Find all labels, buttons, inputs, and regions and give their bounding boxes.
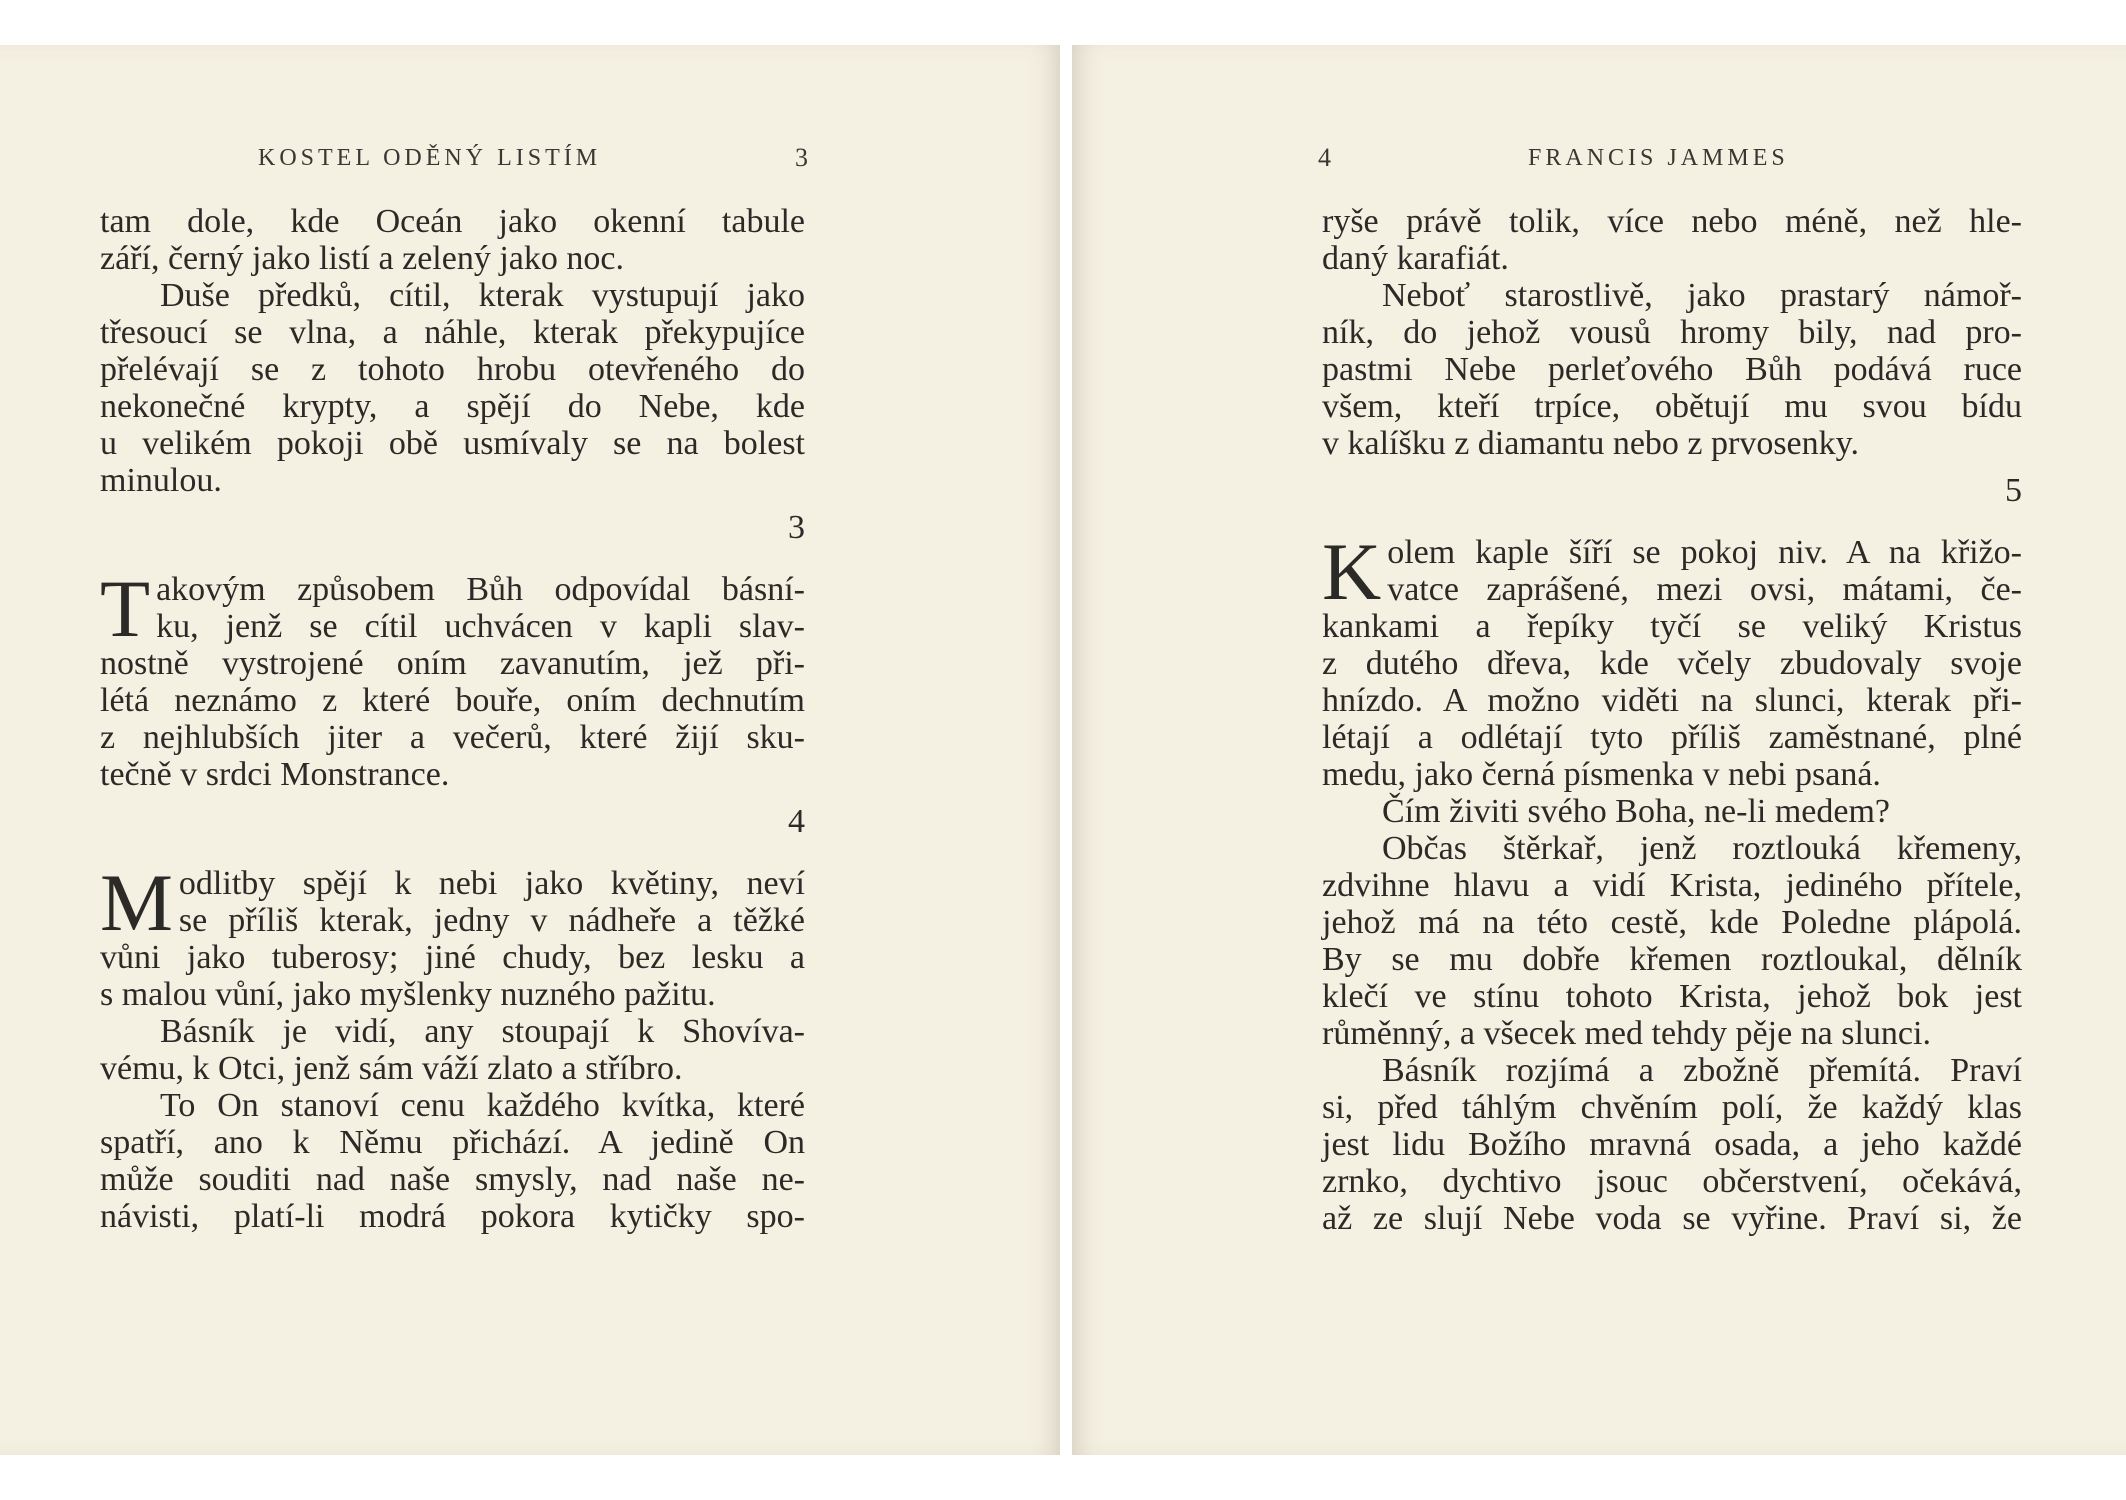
text-line: ryše právě tolik, více nebo méně, než hle- [1322, 203, 2022, 240]
text-line: daný karafiát. [1322, 240, 1509, 277]
text-line: přelévají se z tohoto hrobu otevřeného do [100, 351, 805, 388]
drop-cap: T [100, 563, 151, 654]
left-page-body [100, 203, 805, 1235]
text-line: nostně vystrojené oním zavanutím, jež při- [100, 645, 805, 682]
text-line: tam dole, kde Oceán jako okenní tabule [100, 203, 805, 240]
text-line: spatří, ano k Němu přichází. A jedině On [100, 1124, 805, 1161]
drop-cap: K [1322, 526, 1382, 617]
text-line: odlitby spějí k nebi jako květiny, neví [178, 865, 805, 902]
text-line: By se mu dobře křemen roztloukal, dělník [1322, 941, 2022, 978]
text-line: růměnný, a všecek med tehdy pěje na slunci. [1322, 1015, 1931, 1052]
left-running-head [258, 145, 808, 172]
text-line: To On stanoví cenu každého kvítka, které [160, 1087, 805, 1124]
text-line: až ze slují Nebe voda se vyřine. Praví si, že [1322, 1200, 2022, 1237]
text-line: zrnko, dychtivo jsouc občerstvení, očekává, [1322, 1163, 2022, 1200]
text-line: olem kaple šíří se pokoj niv. A na křižo- [1387, 534, 2022, 571]
text-line: vému, k Otci, jenž sám váží zlato a stříbro. [100, 1050, 683, 1087]
text-line: zdvihne hlavu a vidí Krista, jediného přítele, [1322, 867, 2022, 904]
text-line: třesoucí se vlna, a náhle, kterak překypujíce [100, 314, 805, 351]
left-running-head-title: KOSTEL ODĚNÝ LISTÍM [258, 145, 602, 171]
text-line: ník, do jehož vousů hromy bily, nad pro- [1322, 314, 2022, 351]
text-line: nekonečné krypty, a spějí do Nebe, kde [100, 388, 805, 425]
text-line: medu, jako černá písmenka v nebi psaná. [1322, 756, 1881, 793]
right-page-body [1322, 203, 2022, 1237]
text-line: Básník je vidí, any stoupají k Shovíva- [160, 1013, 805, 1050]
text-line: u velikém pokoji obě usmívaly se na bolest [100, 425, 805, 462]
text-line: návisti, platí-li modrá pokora kytičky spo- [100, 1198, 805, 1235]
text-line: vůni jako tuberosy; jiné chudy, bez lesku a [100, 939, 805, 976]
text-line: z dutého dřeva, kde včely zbudovaly svoje [1322, 645, 2022, 682]
text-line: jehož má na této cestě, kde Poledne plápolá. [1322, 904, 2022, 941]
drop-cap: M [100, 857, 173, 948]
section-3 [100, 563, 805, 793]
text-line: si, před táhlým chvěním polí, že každý klas [1322, 1089, 2022, 1126]
left-page [0, 45, 1060, 1455]
section-number-4: 4 [788, 803, 805, 840]
right-running-head-title: FRANCIS JAMMES [1528, 145, 1789, 171]
text-line: Čím živiti svého Boha, ne-li medem? [1382, 793, 1891, 830]
text-line: ku, jenž se cítil uchvácen v kapli slav- [156, 608, 805, 645]
text-line: hnízdo. A možno viděti na slunci, kterak při- [1322, 682, 2022, 719]
text-line: Básník rozjímá a zbožně přemítá. Praví [1382, 1052, 2022, 1089]
text-line: létají a odlétají tyto příliš zaměstnané, plné [1322, 719, 2022, 756]
text-line: Duše předků, cítil, kterak vystupují jako [160, 277, 805, 314]
text-line: v kalíšku z diamantu nebo z prvosenky. [1322, 425, 1859, 462]
right-page [1072, 45, 2126, 1455]
section-number-5: 5 [2005, 472, 2022, 509]
section-5 [1322, 526, 2022, 793]
text-line: pastmi Nebe perleťového Bůh podává ruce [1322, 351, 2022, 388]
text-line: se příliš kterak, jedny v nádheře a těžké [178, 902, 805, 939]
section-number-3: 3 [788, 509, 805, 546]
text-line: tečně v srdci Monstrance. [100, 756, 450, 793]
section-4 [100, 857, 805, 1013]
text-line: jest lidu Božího mravná osada, a jeho každé [1322, 1126, 2022, 1163]
text-line: z nejhlubších jiter a večerů, které žijí sku- [100, 719, 805, 756]
text-line: klečí ve stínu tohoto Krista, jehož bok jest [1322, 978, 2022, 1015]
text-line: minulou. [100, 462, 222, 499]
text-line: akovým způsobem Bůh odpovídal básní- [156, 571, 805, 608]
text-line: Občas štěrkař, jenž roztlouká křemeny, [1382, 830, 2022, 867]
left-page-number: 3 [795, 143, 808, 172]
text-line: Neboť starostlivě, jako prastarý námoř- [1382, 277, 2022, 314]
text-line: kankami a řepíky tyčí se veliký Kristus [1322, 608, 2022, 645]
right-page-number: 4 [1318, 143, 1331, 172]
text-line: září, černý jako listí a zelený jako noc. [100, 240, 624, 277]
text-line: může souditi nad naše smysly, nad naše ne- [100, 1161, 805, 1198]
text-line: vatce zaprášené, mezi ovsi, mátami, če- [1387, 571, 2022, 608]
text-line: létá neznámo z které bouře, oním dechnutím [100, 682, 805, 719]
text-line: všem, kteří trpíce, obětují mu svou bídu [1322, 388, 2022, 425]
text-line: s malou vůní, jako myšlenky nuzného pažitu. [100, 976, 716, 1013]
